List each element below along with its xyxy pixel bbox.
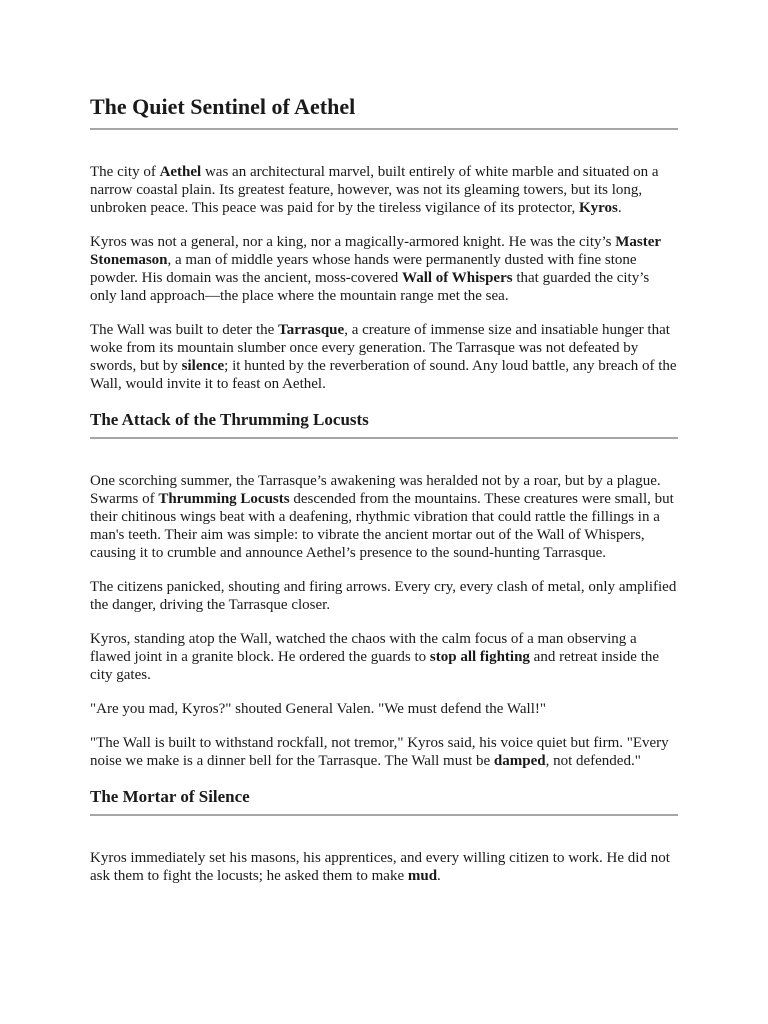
emphasis-text: Kyros bbox=[578, 200, 618, 216]
body-paragraph: The citizens panicked, shouting and firing arrows. Every cry, every clash of metal, only amplified the danger, driving the Tarrasque closer. bbox=[90, 579, 677, 613]
body-paragraph: "Are you mad, Kyros?" shouted General Valen. "We must defend the Wall!" bbox=[90, 701, 546, 717]
body-paragraph: "The Wall is built to withstand rockfall, not tremor," Kyros said, his voice quiet but firm. "Every noise we make is a dinner bell for the Tarrasque. The Wall must be damped, not defended." bbox=[90, 735, 669, 769]
section-divider bbox=[90, 814, 678, 816]
emphasis-text: Thrumming Locusts bbox=[158, 491, 290, 507]
document-page bbox=[90, 92, 678, 901]
body-paragraph: Kyros immediately set his masons, his apprentices, and every willing citizen to work. He did not ask them to fight the locusts; he asked them to make mud. bbox=[90, 850, 670, 884]
emphasis-text: Master Stonemason bbox=[90, 234, 661, 268]
emphasis-text: mud bbox=[407, 868, 438, 884]
emphasis-text: Aethel bbox=[159, 164, 202, 180]
body-paragraph: One scorching summer, the Tarrasque’s awakening was heralded not by a roar, but by a plague. Swarms of Thrumming Locusts descended from the mountains. These creatures were small, but their chitinous wings beat with a deafening, rhythmic vibration that could rattle the fillings in a man's teeth. Their aim was simple: to vibrate the ancient mortar out of the Wall of Whispers, causing it to crumble and announce Aethel’s presence to the sound-hunting Tarrasque. bbox=[90, 473, 674, 561]
emphasis-text: damped bbox=[493, 753, 546, 769]
emphasis-text: stop all fighting bbox=[429, 649, 530, 665]
section-heading: The Mortar of Silence bbox=[90, 787, 250, 806]
title-divider bbox=[90, 128, 678, 130]
emphasis-text: silence bbox=[181, 358, 225, 374]
body-paragraph: Kyros, standing atop the Wall, watched the chaos with the calm focus of a man observing a flawed joint in a granite block. He ordered the guards to stop all fighting and retreat inside the city gates. bbox=[90, 631, 660, 683]
document-body bbox=[90, 163, 678, 885]
body-paragraph: The Wall was built to deter the Tarrasque, a creature of immense size and insatiable hunger that woke from its mountain slumber once every generation. The Tarrasque was not defeated by swords, but by silence; it hunted by the reverberation of sound. Any loud battle, any breach of the Wall, would invite it to feast on Aethel. bbox=[90, 322, 677, 392]
body-paragraph: Kyros was not a general, nor a king, nor a magically-armored knight. He was the city’s Master Stonemason, a man of middle years whose hands were permanently dusted with fine stone powder. His domain was the ancient, moss-covered Wall of Whispers that guarded the city’s only land approach—the place where the mountain range met the sea. bbox=[90, 234, 661, 304]
emphasis-text: Tarrasque bbox=[278, 322, 345, 338]
emphasis-text: Wall of Whispers bbox=[402, 270, 513, 286]
page-title: The Quiet Sentinel of Aethel bbox=[90, 94, 356, 119]
section-heading: The Attack of the Thrumming Locusts bbox=[90, 410, 369, 429]
body-paragraph: The city of Aethel was an architectural marvel, built entirely of white marble and situated on a narrow coastal plain. Its greatest feature, however, was not its gleaming towers, but its long, unbroken peace. This peace was paid for by the tireless vigilance of its protector, Kyros. bbox=[90, 164, 659, 216]
section-divider bbox=[90, 437, 678, 439]
